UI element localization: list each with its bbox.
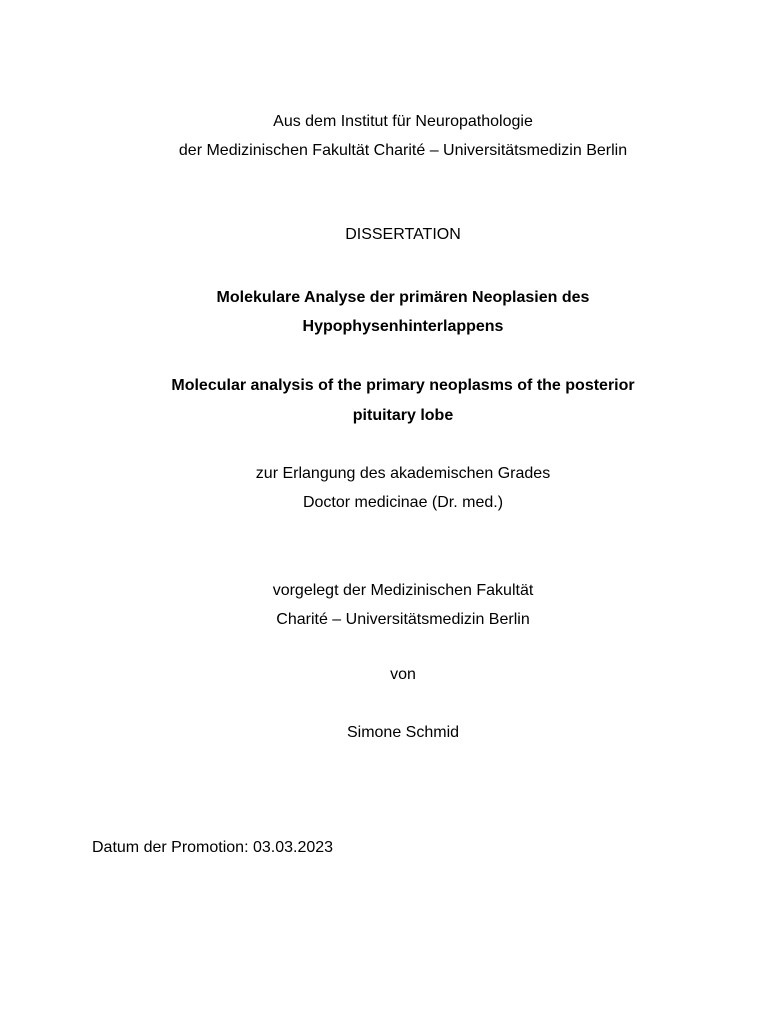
document-type: DISSERTATION — [345, 226, 461, 243]
by-label: von — [390, 666, 416, 683]
institute-line-2: der Medizinischen Fakultät Charité – Universitätsmedizin Berlin — [178, 142, 628, 159]
title-german-line-1: Molekulare Analyse der primären Neoplasien des — [216, 289, 590, 306]
submitted-line-1: vorgelegt der Medizinischen Fakultät — [272, 582, 534, 599]
title-english-line-2: pituitary lobe — [352, 407, 454, 424]
degree-line-1: zur Erlangung des akademischen Grades — [255, 465, 551, 482]
title-german-line-2: Hypophysenhinterlappens — [302, 318, 504, 335]
promotion-date: Datum der Promotion: 03.03.2023 — [92, 839, 334, 856]
author-name: Simone Schmid — [346, 724, 460, 741]
degree-line-2: Doctor medicinae (Dr. med.) — [302, 494, 504, 511]
submitted-line-2: Charité – Universitätsmedizin Berlin — [276, 611, 530, 628]
title-english-line-1: Molecular analysis of the primary neoplasms of the posterior — [171, 377, 635, 394]
institute-line-1: Aus dem Institut für Neuropathologie — [273, 113, 533, 130]
